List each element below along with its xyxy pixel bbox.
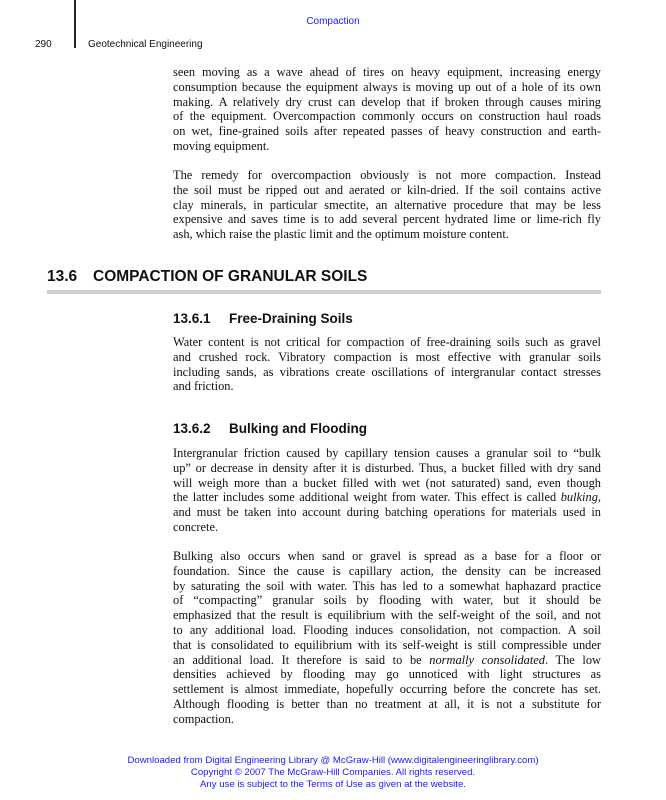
- book-title: Geotechnical Engineering: [88, 39, 203, 50]
- subsection-title: Free-Draining Soils: [229, 311, 353, 326]
- subsection-number: 13.6.2: [173, 421, 211, 436]
- emphasized-term: normally consolidated: [429, 652, 545, 667]
- footer: [0, 755, 666, 791]
- text-line: up” or decrease in density after it is disturbed. Thus, a bucket filled with dry sand: [173, 460, 601, 475]
- section-rule: [47, 290, 601, 294]
- text-line: making. A relatively dry crust can develop that if broken through causes miring: [173, 94, 601, 109]
- text-line: emphasized that the result is equilibrium with the self-weight of the soil, and not: [173, 608, 601, 623]
- paragraph-overcompaction-2: [173, 168, 601, 242]
- subsection-heading: [173, 421, 367, 436]
- text-line: of “compacting” granular soils by flooding with water, but it should be: [173, 593, 601, 608]
- text-line: will weigh more than a bucket filled with wet (not saturated) sand, even though: [173, 475, 601, 490]
- text-line: expensive and saves time is to add several percent hydrated lime or lime-rich fly: [173, 212, 601, 227]
- running-title-link[interactable]: Compaction: [306, 16, 360, 27]
- text-line: consumption because the equipment always is moving up out of a hole of its own: [173, 79, 601, 94]
- text-line: Intergranular friction caused by capillary tension causes a granular soil to “bulk: [173, 446, 601, 460]
- text-line: ash, which raise the plastic limit and the optimum moisture content.: [173, 227, 509, 242]
- text-line: concrete.: [173, 519, 219, 534]
- section-number: 13.6: [47, 268, 78, 285]
- text-line: Although flooding is better than no treatment at all, it is not a substitute for: [173, 696, 601, 711]
- footer-download-link[interactable]: Downloaded from Digital Engineering Library @ McGraw-Hill (www.digitalengineeringlibrary.com): [127, 755, 539, 766]
- paragraph-overcompaction-1: [173, 65, 601, 154]
- text-line: and crushed rock. Vibratory compaction is most effective with granular soils: [173, 349, 601, 364]
- footer-terms[interactable]: Any use is subject to the Terms of Use as given at the website.: [200, 779, 466, 790]
- text-line: clay minerals, in particular smectite, an alternative procedure that may be less: [173, 197, 601, 212]
- text-line: and friction.: [173, 379, 234, 394]
- section-heading: [47, 268, 367, 286]
- text-line: to any additional load. Flooding induces consolidation, not compaction. A soil: [173, 622, 601, 637]
- emphasized-term: bulking: [560, 490, 598, 505]
- subsection-heading: [173, 311, 353, 326]
- text-line: seen moving as a wave ahead of tires on heavy equipment, increasing energy: [173, 65, 601, 79]
- text-line: on wet, fine-grained soils after repeated passes of heavy construction and earth-: [173, 124, 601, 139]
- text-run: ,: [597, 490, 601, 505]
- text-line: [173, 490, 601, 505]
- text-line: Water content is not critical for compaction of free-draining soils such as gravel: [173, 335, 601, 349]
- text-line: and must be taken into account during batching operations for materials used in: [173, 505, 601, 520]
- subsection-title: Bulking and Flooding: [229, 421, 367, 436]
- text-line: by saturating the soil with water. This has led to a somewhat haphazard practice: [173, 578, 601, 593]
- text-line: including sands, as vibrations create oscillations of intergranular contact stresses: [173, 364, 601, 379]
- text-line: densities achieved by flooding may go unnoticed with light structures as: [173, 667, 601, 682]
- paragraph-bulking-2: [173, 549, 601, 727]
- subsection-number: 13.6.1: [173, 311, 211, 326]
- text-line: [173, 653, 601, 668]
- text-run: an additional load. It therefore is said to be: [173, 652, 430, 667]
- text-run: the latter includes some additional weight from water. This effect is called: [173, 490, 561, 505]
- text-line: of the equipment. Overcompaction commonly occurs on construction haul roads: [173, 109, 601, 124]
- footer-copyright[interactable]: Copyright © 2007 The McGraw-Hill Companies. All rights reserved.: [190, 767, 476, 778]
- text-line: settlement is almost immediate, hopefully occurring before the concrete has set.: [173, 682, 601, 697]
- text-run: . The low: [544, 652, 601, 667]
- text-line: the soil must be ripped out and aerated or kiln-dried. If the soil contains active: [173, 182, 601, 197]
- paragraph-bulking-1: [173, 446, 601, 535]
- page-number: 290: [35, 39, 52, 50]
- text-line: moving equipment.: [173, 138, 270, 153]
- text-line: foundation. Since the cause is capillary action, the density can be increased: [173, 563, 601, 578]
- text-line: The remedy for overcompaction obviously is not more compaction. Instead: [173, 168, 601, 182]
- text-line: Bulking also occurs when sand or gravel is spread as a base for a floor or: [173, 549, 601, 563]
- text-line: compaction.: [173, 711, 234, 726]
- section-title: COMPACTION OF GRANULAR SOILS: [93, 268, 368, 285]
- text-line: that is consolidated to equilibrium with its self-weight is still compressible under: [173, 637, 601, 652]
- paragraph-free-draining: [173, 335, 601, 394]
